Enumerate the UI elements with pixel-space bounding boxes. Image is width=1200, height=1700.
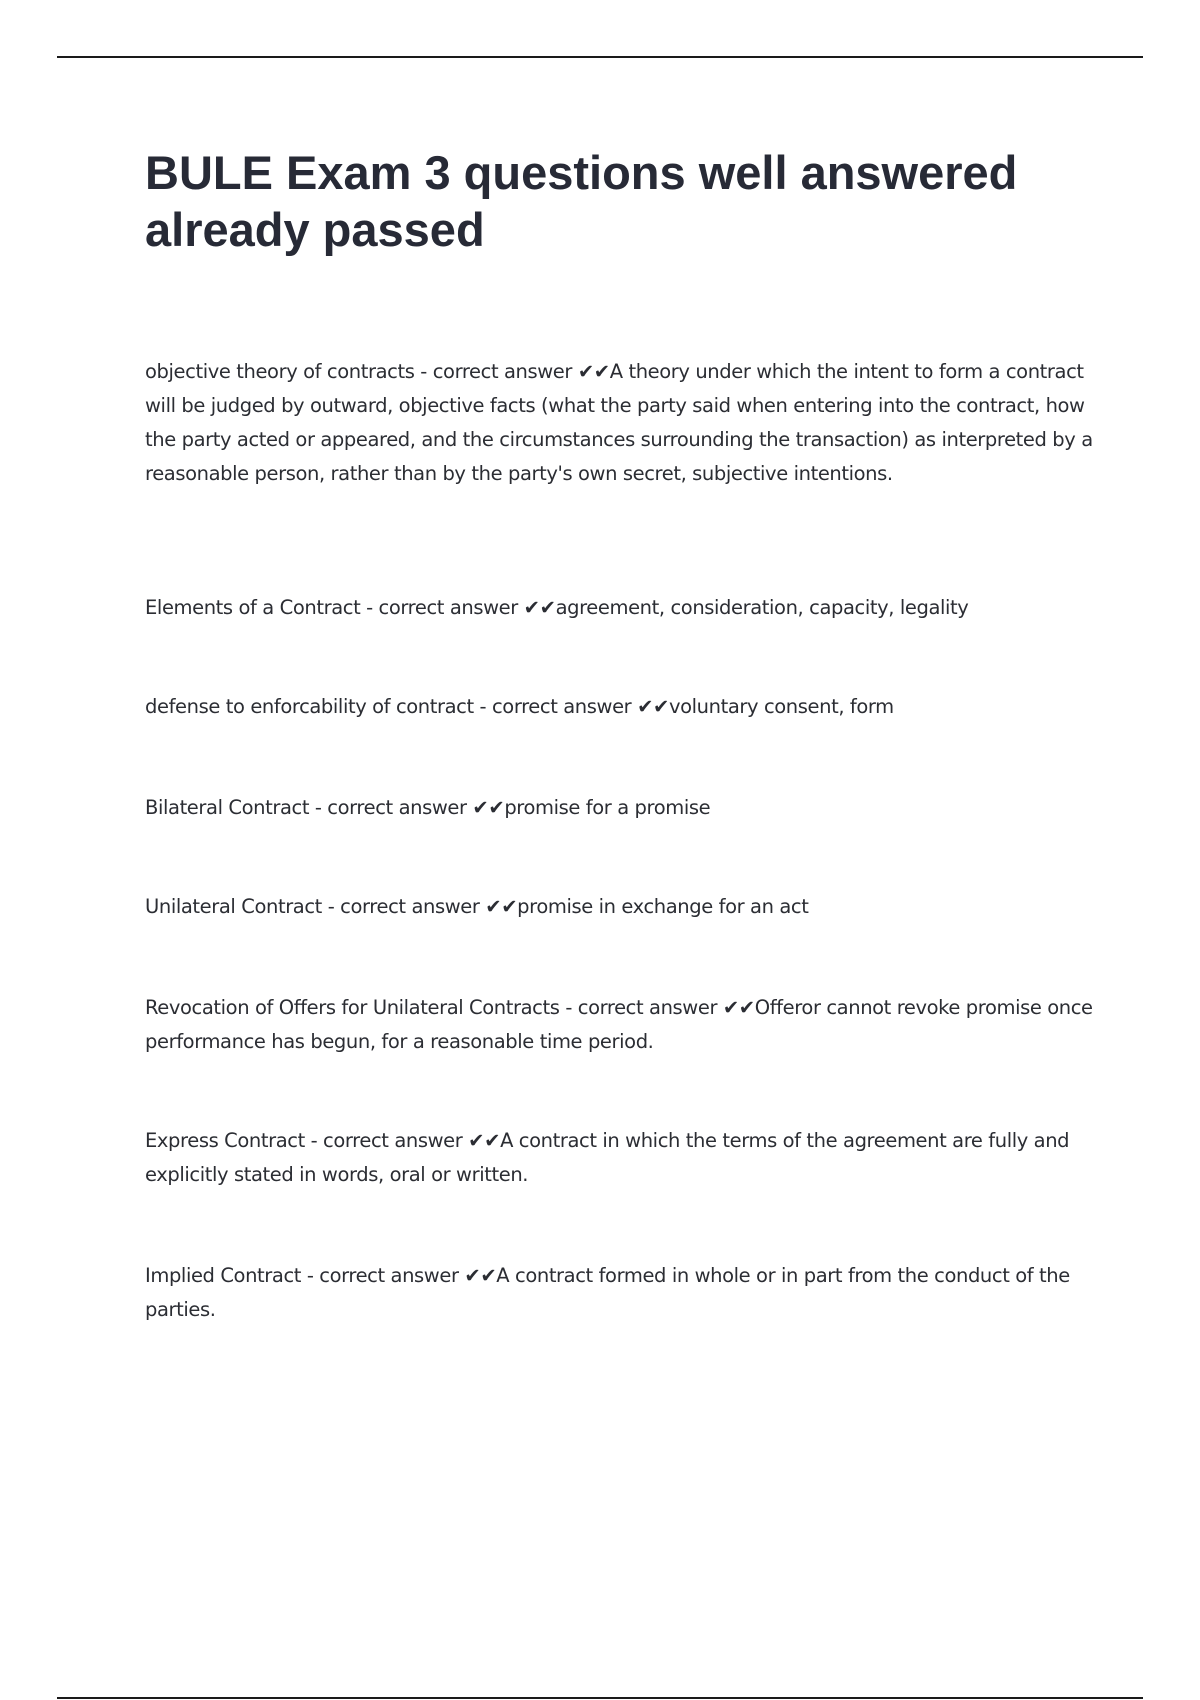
document-title: BULE Exam 3 questions well answered already passed	[145, 146, 1018, 256]
qa-term: objective theory of contracts	[145, 360, 415, 383]
qa-answer: A contract in which the terms of the agreement are fully and explicitly stated in words, oral or written.	[145, 1129, 1070, 1186]
qa-answer: A theory under which the intent to form a contract will be judged by outward, objective facts (what the party said when entering into the contract, how the party acted or appeared, and the circumstances surrounding the transaction) as interpreted by a reasonable person, rather than by the party's own secret, subjective intentions.	[145, 360, 1093, 485]
qa-separator: - correct answer	[309, 796, 473, 819]
check-mark-icon: ✔✔	[523, 596, 556, 619]
qa-term: Unilateral Contract	[145, 895, 322, 918]
check-mark-icon: ✔✔	[468, 1129, 501, 1152]
qa-entry	[145, 591, 1095, 625]
qa-term: Elements of a Contract	[145, 596, 361, 619]
bottom-rule	[57, 1697, 1143, 1699]
top-rule	[57, 56, 1143, 58]
qa-answer: agreement, consideration, capacity, legality	[555, 596, 969, 619]
qa-entry	[145, 355, 1095, 491]
qa-entry	[145, 890, 1095, 924]
qa-separator: - correct answer	[360, 596, 524, 619]
check-mark-icon: ✔✔	[637, 695, 669, 718]
qa-answer: A contract formed in whole or in part from the conduct of the parties.	[145, 1264, 1070, 1321]
qa-term: Revocation of Offers for Unilateral Contracts	[145, 996, 560, 1019]
qa-separator: - correct answer	[321, 895, 486, 918]
qa-separator: - correct answer	[301, 1264, 465, 1287]
qa-term: Bilateral Contract	[145, 796, 310, 819]
qa-entry	[145, 690, 1095, 724]
qa-separator: - correct answer	[414, 360, 578, 383]
check-mark-icon: ✔✔	[472, 796, 505, 819]
qa-answer: Offeror cannot revoke promise once performance has begun, for a reasonable time period.	[145, 996, 1093, 1053]
check-mark-icon: ✔✔	[464, 1264, 497, 1287]
qa-separator: - correct answer	[304, 1129, 469, 1152]
qa-answer: promise for a promise	[504, 796, 711, 819]
qa-separator: - correct answer	[559, 996, 723, 1019]
qa-term: defense to enforcability of contract	[145, 695, 474, 718]
qa-entry	[145, 1124, 1095, 1192]
qa-term: Implied Contract	[145, 1264, 302, 1287]
qa-answer: voluntary consent, form	[668, 695, 894, 718]
check-mark-icon: ✔✔	[577, 360, 610, 383]
qa-answer: promise in exchange for an act	[517, 895, 809, 918]
check-mark-icon: ✔✔	[485, 895, 518, 918]
qa-entry	[145, 1259, 1095, 1327]
qa-entry	[145, 791, 1095, 825]
qa-entry	[145, 991, 1095, 1059]
qa-separator: - correct answer	[473, 695, 638, 718]
check-mark-icon: ✔✔	[722, 996, 755, 1019]
qa-term: Express Contract	[145, 1129, 305, 1152]
